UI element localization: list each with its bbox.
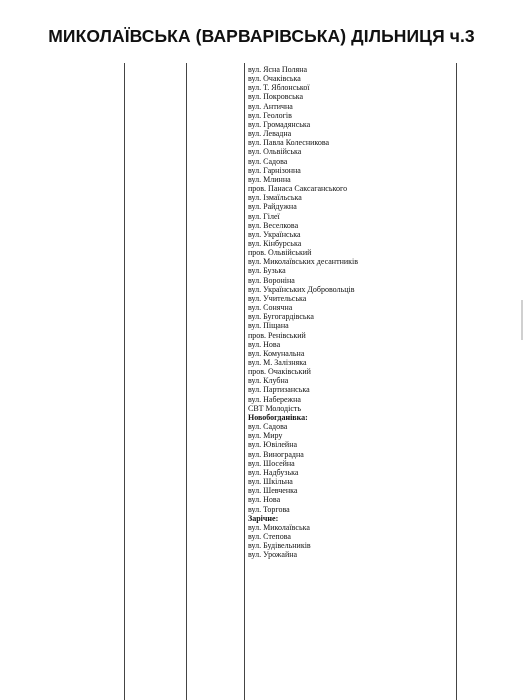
street-list-item: вул. Виноградна — [248, 449, 304, 459]
street-list-item: вул. Ольвійська — [248, 147, 302, 157]
street-list-item: пров. Панаса Саксаганського — [248, 184, 348, 194]
street-list-item: вул. Гілеї — [248, 211, 280, 221]
street-list-item: вул. Левадна — [248, 129, 292, 139]
street-list-item: вул. Миколаївська — [248, 522, 310, 532]
street-list-item: вул. Громадянська — [248, 119, 311, 129]
street-list-item: вул. Миру — [248, 431, 283, 441]
street-list-item: вул. Сонячна — [248, 303, 293, 313]
street-list-item: вул. Шевченка — [248, 486, 298, 496]
street-list-item: вул. Українських Добровольців — [248, 284, 355, 294]
street-list-item: пров. Ольвійський — [248, 248, 312, 258]
street-list-item: пров. Очаківський — [248, 367, 311, 377]
street-list-item: вул. Будівельників — [248, 541, 311, 551]
street-list-subheading: Новобогданівка: — [248, 412, 308, 422]
street-list-item: вул. Вороніна — [248, 275, 295, 285]
street-list-item: вул. Ізмаїльська — [248, 193, 302, 203]
street-list-item: вул. Млинна — [248, 174, 291, 184]
street-list-item: вул. Райдужна — [248, 202, 297, 212]
street-list-item: вул. Ювілейна — [248, 440, 298, 450]
street-list-item: вул. Геологів — [248, 110, 292, 120]
table-column-divider — [124, 63, 125, 700]
street-list-item: вул. Учительська — [248, 293, 307, 303]
street-list-item: вул. Т. Яблонської — [248, 83, 310, 93]
street-list-item: вул. Надбузька — [248, 467, 299, 477]
table-column-divider — [244, 63, 245, 700]
table-column-divider — [186, 63, 187, 700]
street-list-item: вул. Бугогардівська — [248, 312, 314, 322]
street-list-item: вул. Миколаївських десантників — [248, 257, 359, 267]
street-list-item: вул. Бузька — [248, 266, 286, 276]
page-title: МИКОЛАЇВСЬКА (ВАРВАРІВСЬКА) ДІЛЬНИЦЯ ч.3 — [48, 26, 475, 46]
street-list-item: вул. Павла Колесникова — [248, 138, 330, 148]
street-list-item: вул. Ясна Поляна — [248, 65, 308, 74]
street-list-item: вул. Піщана — [248, 321, 289, 331]
street-list-item: вул. Кінбурська — [248, 238, 302, 248]
street-list-item: вул. Українська — [248, 229, 301, 239]
street-list-item: вул. Веселкова — [248, 220, 299, 230]
street-list-item: вул. Шосейна — [248, 458, 295, 468]
street-list-item: вул. Партизанська — [248, 385, 310, 395]
street-list-item: вул. Торгова — [248, 504, 290, 514]
street-list-item: вул. Урожайна — [248, 550, 298, 560]
street-list-item: вул. Набережна — [248, 394, 301, 404]
street-list-item: вул. Очаківська — [248, 74, 301, 84]
street-list-item: СВТ Молодість — [248, 403, 302, 413]
street-list-item: пров. Ренівський — [248, 330, 306, 340]
street-list-item: вул. Гарнізонна — [248, 165, 301, 175]
street-list-item: вул. Нова — [248, 339, 281, 349]
street-list-item: вул. Комунальна — [248, 348, 305, 358]
street-list-item: вул. Антична — [248, 101, 293, 111]
street-list — [248, 65, 463, 559]
street-list-item: вул. М. Залізняка — [248, 358, 307, 367]
street-list-item: вул. Садова — [248, 422, 288, 432]
street-list-item: вул. Покровська — [248, 92, 304, 102]
street-list-subheading: Зарічне: — [248, 513, 279, 523]
street-list-item: вул. Степова — [248, 531, 291, 541]
street-list-item: вул. Клубна — [248, 376, 289, 386]
street-list-item: вул. Садова — [248, 156, 288, 166]
street-list-item: вул. Шкільна — [248, 477, 293, 487]
street-list-item: вул. Нова — [248, 495, 281, 505]
